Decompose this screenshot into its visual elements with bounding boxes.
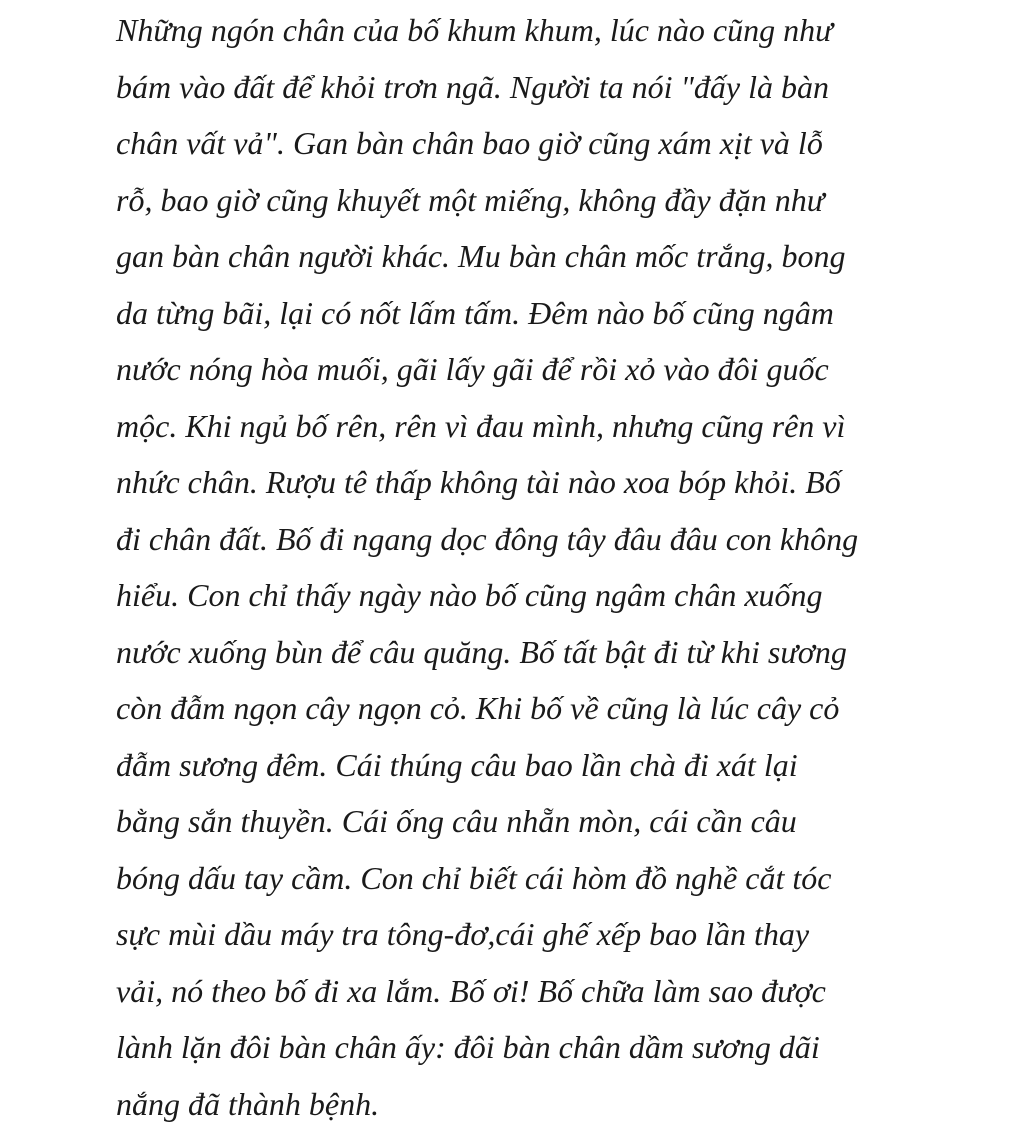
text-line: gan bàn chân người khác. Mu bàn chân mốc trắng, bong: [116, 228, 996, 285]
paragraph: [116, 2, 996, 1132]
text-line: nhức chân. Rượu tê thấp không tài nào xoa bóp khỏi. Bố: [116, 454, 996, 511]
text-line: bóng dấu tay cầm. Con chỉ biết cái hòm đồ nghề cắt tóc: [116, 850, 996, 907]
text-line: mộc. Khi ngủ bố rên, rên vì đau mình, nhưng cũng rên vì: [116, 398, 996, 455]
text-line: chân vất vả". Gan bàn chân bao giờ cũng xám xịt và lỗ: [116, 115, 996, 172]
text-line: hiểu. Con chỉ thấy ngày nào bố cũng ngâm chân xuống: [116, 567, 996, 624]
text-line: nước nóng hòa muối, gãi lấy gãi để rồi xỏ vào đôi guốc: [116, 341, 996, 398]
text-line: rỗ, bao giờ cũng khuyết một miếng, không đầy đặn như: [116, 172, 996, 229]
text-line: bằng sắn thuyền. Cái ống câu nhẵn mòn, cái cần câu: [116, 793, 996, 850]
text-line: da từng bãi, lại có nốt lấm tấm. Đêm nào bố cũng ngâm: [116, 285, 996, 342]
text-line: đi chân đất. Bố đi ngang dọc đông tây đâu đâu con không: [116, 511, 996, 568]
text-line: vải, nó theo bố đi xa lắm. Bố ơi! Bố chữa làm sao được: [116, 963, 996, 1020]
text-line: sực mùi dầu máy tra tông-đơ,cái ghế xếp bao lần thay: [116, 906, 996, 963]
text-line: đẫm sương đêm. Cái thúng câu bao lần chà đi xát lại: [116, 737, 996, 794]
text-line: bám vào đất để khỏi trơn ngã. Người ta nói "đấy là bàn: [116, 59, 996, 116]
text-line: lành lặn đôi bàn chân ấy: đôi bàn chân dầm sương dãi: [116, 1019, 996, 1076]
text-line: nước xuống bùn để câu quăng. Bố tất bật đi từ khi sương: [116, 624, 996, 681]
text-line: Những ngón chân của bố khum khum, lúc nào cũng như: [116, 2, 996, 59]
text-line: nắng đã thành bệnh.: [116, 1076, 996, 1132]
text-line: còn đẫm ngọn cây ngọn cỏ. Khi bố về cũng là lúc cây cỏ: [116, 680, 996, 737]
